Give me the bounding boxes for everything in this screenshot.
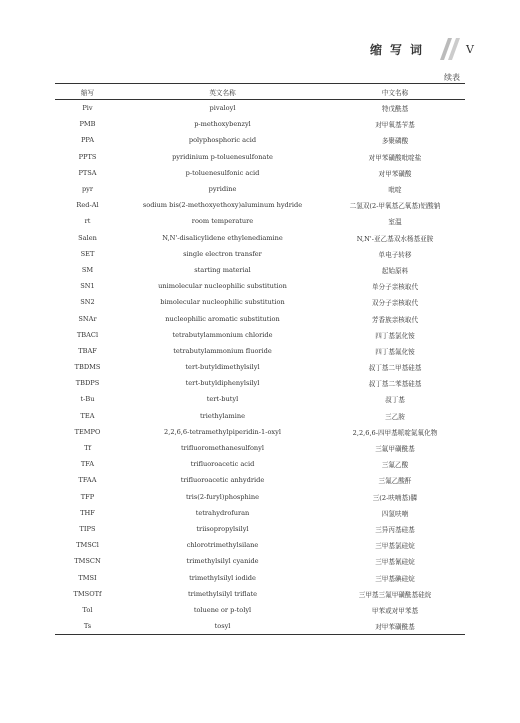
abbreviation-cell: TMSCl [76, 541, 99, 550]
chinese-name-cell: N,N'-亚乙基双水杨基亚胺 [356, 234, 434, 243]
column-header-abbr: 缩写 [80, 88, 95, 97]
english-name-cell: tert-butyldiphenylsilyl [185, 379, 260, 388]
table-row [55, 246, 465, 262]
chinese-name-cell: 对甲苯磺酸吡啶盐 [368, 153, 422, 162]
english-name-cell: triisopropylsilyl [196, 524, 249, 533]
chinese-name-cell: 甲苯或对甲苯基 [371, 606, 419, 615]
table-row [55, 343, 465, 359]
table-row [55, 116, 465, 132]
abbreviation-cell: PTSA [78, 168, 97, 177]
english-name-cell: tetrabutylammonium fluoride [173, 346, 272, 355]
english-name-cell: sodium bis(2-methoxyethoxy)aluminum hydride [142, 201, 303, 210]
table-row [55, 327, 465, 343]
table-row [55, 230, 465, 246]
abbreviation-cell: TFA [80, 460, 95, 469]
header-title: 缩写词 [370, 42, 431, 57]
abbreviation-cell: TFAA [78, 476, 97, 485]
chinese-name-cell: 叔丁基二苯基硅基 [368, 380, 422, 389]
table-row [55, 408, 465, 424]
column-header-zh: 中文名称 [381, 88, 409, 97]
table-row [55, 213, 465, 229]
table-row [55, 391, 465, 407]
header-slash-ornament [434, 38, 462, 60]
chinese-name-cell: 叔丁基 [385, 396, 405, 405]
table-row [55, 197, 465, 213]
chinese-name-cell: 多聚磷酸 [381, 137, 409, 146]
english-name-cell: single electron transfer [183, 249, 262, 258]
english-name-cell: starting material [194, 265, 251, 274]
chinese-name-cell: 特戊酰基 [381, 105, 409, 114]
chinese-name-cell: 对甲苯磺酰基 [375, 623, 415, 632]
abbreviation-cell: TBACl [76, 330, 99, 339]
table-row [55, 132, 465, 148]
english-name-cell: trimethylsilyl triflate [187, 589, 258, 598]
table-row [55, 618, 465, 634]
english-name-cell: chlorotrimethylsilane [186, 541, 259, 550]
english-name-cell: tert-butyldimethylsilyl [185, 363, 260, 372]
chinese-name-cell: 三甲基氯硅烷 [375, 542, 415, 551]
english-name-cell: N,N'-disalicylidene ethylenediamine [162, 233, 283, 242]
abbreviation-cell: SET [80, 249, 95, 258]
table-row [55, 456, 465, 472]
abbreviation-cell: TBDMS [74, 363, 101, 372]
english-name-cell: p-methoxybenzyl [194, 120, 251, 129]
english-name-cell: nucleophilic aromatic substitution [165, 314, 280, 323]
abbreviation-cell: Salen [78, 233, 97, 242]
abbreviation-cell: SN2 [80, 298, 95, 307]
abbreviation-cell: TEA [80, 411, 95, 420]
english-name-cell: trifluoroacetic anhydride [180, 476, 265, 485]
english-name-cell: bimolecular nucleophilic substitution [160, 298, 285, 307]
english-name-cell: 2,2,6,6-tetramethylpiperidin-1-oxyl [164, 427, 281, 436]
chinese-name-cell: 四丁基氟化铵 [375, 347, 415, 356]
abbreviation-cell: TMSI [78, 573, 97, 582]
chinese-name-cell: 三甲基氰硅烷 [375, 558, 415, 567]
table-row [55, 586, 465, 602]
english-name-cell: polyphosphoric acid [188, 136, 257, 145]
table-row [55, 100, 465, 116]
chinese-name-cell: 吡啶 [388, 186, 402, 195]
english-name-cell: pyridine [208, 185, 237, 194]
abbreviation-cell: Piv [82, 104, 93, 113]
abbreviation-cell: TEMPO [74, 427, 101, 436]
table-row [55, 278, 465, 294]
chinese-name-cell: 2,2,6,6-四甲基哌啶氮氧化物 [352, 428, 438, 437]
table-header-row [55, 84, 465, 100]
table-row [55, 569, 465, 585]
chinese-name-cell: 三乙胺 [385, 412, 405, 421]
english-name-cell: pivaloyl [209, 104, 236, 113]
chinese-name-cell: 三氟乙酸 [381, 461, 409, 470]
abbreviation-cell: TBAF [78, 346, 97, 355]
chinese-name-cell: 芳香族亲核取代 [371, 315, 419, 324]
chinese-name-cell: 三甲基三氟甲磺酰基硅烷 [358, 590, 432, 599]
column-header-en: 英文名称 [209, 88, 236, 97]
abbreviation-table [55, 83, 465, 635]
abbreviation-cell: pyr [81, 185, 94, 194]
english-name-cell: tetrabutylammonium chloride [172, 330, 273, 339]
english-name-cell: toluene or p-tolyl [193, 605, 252, 614]
table-body [55, 100, 465, 634]
table-row [55, 521, 465, 537]
chinese-name-cell: 叔丁基二甲基硅基 [368, 364, 422, 373]
chinese-name-cell: 二氢双(2-甲氧基乙氧基)铝酸钠 [349, 202, 441, 211]
table-row [55, 424, 465, 440]
table-caption: 续表 [444, 73, 460, 82]
abbreviation-cell: Ts [83, 622, 92, 631]
table-row [55, 359, 465, 375]
abbreviation-cell: TIPS [79, 524, 96, 533]
abbreviation-cell: rt [84, 217, 91, 226]
english-name-cell: p-toluenesulfonic acid [185, 168, 260, 177]
table-row [55, 294, 465, 310]
abbreviation-cell: TFP [80, 492, 95, 501]
table-row [55, 165, 465, 181]
abbreviation-cell: PPA [80, 136, 95, 145]
abbreviation-cell: THF [80, 508, 95, 517]
english-name-cell: trimethylsilyl iodide [189, 573, 256, 582]
english-name-cell: triethylamine [200, 411, 245, 420]
table-row [55, 440, 465, 456]
chinese-name-cell: 单分子亲核取代 [371, 283, 419, 292]
english-name-cell: room temperature [191, 217, 254, 226]
english-name-cell: trifluoroacetic acid [190, 460, 255, 469]
chinese-name-cell: 对甲氧基苄基 [375, 121, 415, 130]
table-row [55, 310, 465, 326]
chinese-name-cell: 三甲基碘硅烷 [375, 574, 415, 583]
chinese-name-cell: 双分子亲核取代 [371, 299, 419, 308]
abbreviation-cell: Tf [84, 444, 91, 453]
table-row [55, 489, 465, 505]
english-name-cell: trifluoromethanesulfonyl [180, 444, 264, 453]
english-name-cell: tosyl [214, 622, 231, 631]
page-number: V [466, 42, 474, 56]
table-row [55, 181, 465, 197]
chinese-name-cell: 起始原料 [381, 266, 409, 275]
abbreviation-cell: TMSCN [74, 557, 101, 566]
table-bottom-rule [55, 634, 465, 635]
chinese-name-cell: 四氢呋喃 [381, 509, 409, 518]
table-row [55, 553, 465, 569]
english-name-cell: tert-butyl [206, 395, 239, 404]
chinese-name-cell: 四丁基氯化铵 [375, 331, 415, 340]
abbreviation-cell: TBDPS [75, 379, 100, 388]
chinese-name-cell: 对甲苯磺酸 [378, 169, 412, 178]
abbreviation-cell: Red-Al [76, 201, 99, 210]
abbreviation-cell: SN1 [80, 282, 95, 291]
table-row [55, 537, 465, 553]
abbreviation-cell: SM [81, 265, 94, 274]
running-header [370, 38, 474, 60]
chinese-name-cell: 三(2-呋喃基)膦 [372, 493, 418, 502]
abbreviation-cell: PPTS [78, 152, 97, 161]
english-name-cell: tris(2-furyl)phosphine [185, 492, 260, 501]
english-name-cell: pyridinium p-toluenesulfonate [172, 152, 273, 161]
table-row [55, 505, 465, 521]
table-row [55, 149, 465, 165]
table-row [55, 262, 465, 278]
chinese-name-cell: 单电子转移 [378, 250, 412, 259]
english-name-cell: trimethylsilyl cyanide [186, 557, 259, 566]
table-row [55, 602, 465, 618]
chinese-name-cell: 三氟乙酸酐 [378, 477, 412, 486]
chinese-name-cell: 室温 [388, 218, 402, 227]
table-row [55, 375, 465, 391]
table-row [55, 472, 465, 488]
abbreviation-cell: TMSOTf [73, 589, 102, 598]
abbreviation-cell: Tol [82, 605, 93, 614]
chinese-name-cell: 三异丙基硅基 [375, 525, 415, 534]
abbreviation-cell: SNAr [78, 314, 97, 323]
chinese-name-cell: 三氟甲磺酰基 [375, 445, 415, 454]
abbreviation-cell: t-Bu [80, 395, 95, 404]
english-name-cell: unimolecular nucleophilic substitution [158, 282, 287, 291]
english-name-cell: tetrahydrofuran [195, 508, 250, 517]
abbreviation-cell: PMB [79, 120, 96, 129]
